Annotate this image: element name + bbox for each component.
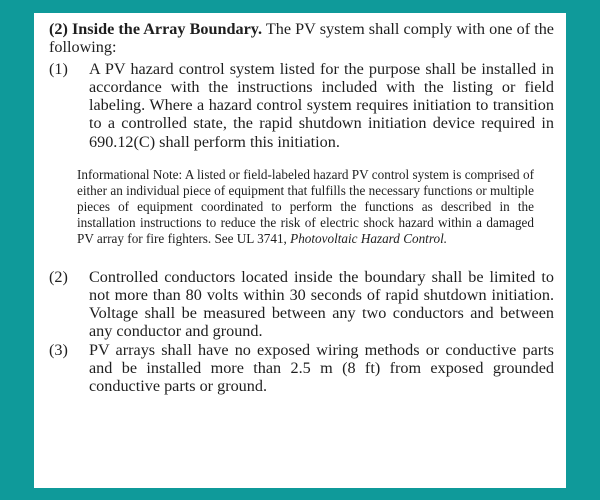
list-item-text: A PV hazard control system listed for the purpose shall be installed in accordance with the instructions included with the listing or field labeling. Where a hazard control system requires initiation to transition to a controlled state, the rapid shutdown initiation device required in 690.12(C) shall perform this initiation.	[89, 59, 554, 151]
section-intro	[49, 20, 554, 57]
list-item-2	[49, 268, 554, 341]
list-item-1	[49, 60, 554, 151]
section-intro-text: The PV system shall comply with one of the following:	[49, 20, 554, 57]
informational-note	[77, 167, 534, 247]
informational-note-text: Informational Note: A listed or field-labeled hazard PV control system is comprised of either an individual piece of equipment that fulfills the necessary functions or multiple pieces of equipment coordinated to perform the functions as described in the installation instructions to reduce the risk of electric shock hazard within a damaged PV array for fire fighters. See UL 3741,	[77, 167, 534, 247]
list-item-text: Controlled conductors located inside the boundary shall be limited to not more than 80 volts within 30 seconds of rapid shutdown initiation. Voltage shall be measured between any two conductors and between any conductor and ground.	[89, 267, 554, 341]
informational-note-reference: Photovoltaic Hazard Control.	[290, 231, 448, 247]
list-item-text: PV arrays shall have no exposed wiring methods or conductive parts and be installed more than 2.5 m (8 ft) from exposed grounded conductive parts or ground.	[89, 340, 554, 396]
document-page	[34, 13, 566, 488]
list-item-number: (2)	[49, 267, 68, 286]
list-item-number: (1)	[49, 59, 68, 78]
list-item-number: (3)	[49, 340, 68, 359]
section-heading: (2) Inside the Array Boundary.	[49, 20, 263, 38]
list-item-3	[49, 341, 554, 396]
